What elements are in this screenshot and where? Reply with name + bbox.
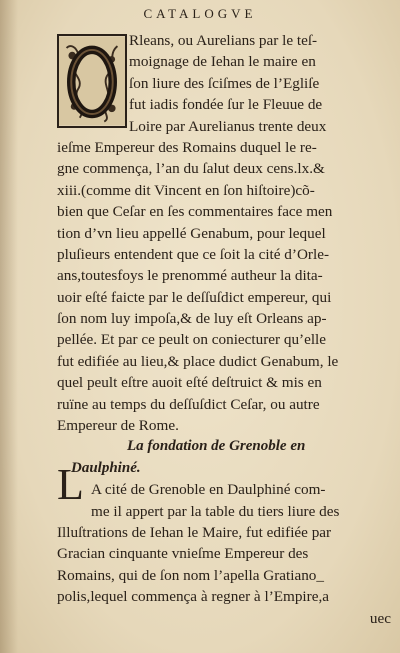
text-line: xiii.(comme dit Vincent en ſon hiſtoire)cõ- <box>57 181 315 199</box>
text-line: ieſme Empereur des Romains duquel le re- <box>57 138 317 156</box>
text-line: Rleans, ou Aurelians par le teſ- <box>129 32 318 49</box>
text-line: Loire par Aurelianus trente deux <box>129 117 327 135</box>
text-line: Illuſtrations de Iehan le Maire, fut edifiée par <box>57 523 332 541</box>
text-line: pellée. Et par ce peult on coniecturer qu’elle <box>57 331 327 349</box>
text-line: ſon nom luy impoſa,& de luy eſt Orleans ap- <box>57 310 327 328</box>
text-line: A cité de Grenoble en Daulphiné com- <box>91 481 326 499</box>
text-line: polis,lequel commença à regner à l’Empire,a <box>57 588 329 606</box>
text-line: me il appert par la table du tiers liure des <box>91 502 340 520</box>
text-line: Romains, qui de ſon nom l’apella Gratiano_ <box>57 566 324 584</box>
text-line: fut edifiée au lieu,& place dudict Genabum, le <box>57 352 339 370</box>
text-line: tion d’vn lieu appellé Genabum, pour lequel <box>57 224 326 242</box>
text-line: gne commença, l’an du ſalut deux cens.lx.& <box>57 160 325 178</box>
text-line: Gracian cinquante vnieſme Empereur des <box>57 545 309 563</box>
gutter-shadow <box>0 0 18 653</box>
text-line: Empereur de Rome. <box>57 417 179 435</box>
text-line: quel peult eſtre auoit eſté deſtruict & mis en <box>57 374 322 392</box>
text-line: bien que Ceſar en ſes commentaires face men <box>57 203 333 221</box>
section-heading-continued: Daulphiné. <box>71 459 141 476</box>
text-line: pluſieurs entendent que ce ſoit la cité d’Orle- <box>57 245 330 263</box>
text-line: uoir eſté faicte par le deſſuſdict empereur, qui <box>57 288 332 306</box>
running-head: CATALOGVE <box>143 6 257 21</box>
text-block <box>57 30 395 629</box>
catchword: uec <box>369 609 391 627</box>
text-line: fut iadis fondée ſur le Fleuue de <box>129 96 323 114</box>
text-line: ſon liure des ſciſmes de l’Egliſe <box>129 74 320 92</box>
text-line: moignage de Iehan le maire en <box>129 53 316 71</box>
text-line: ruïne au temps du deſſuſdict Ceſar, ou autre <box>57 395 320 413</box>
drop-cap-l: L <box>57 460 84 509</box>
section-heading: La fondation de Grenoble en <box>127 438 306 455</box>
text-line: ans,toutesfoys le prenommé autheur la dita- <box>57 267 323 285</box>
